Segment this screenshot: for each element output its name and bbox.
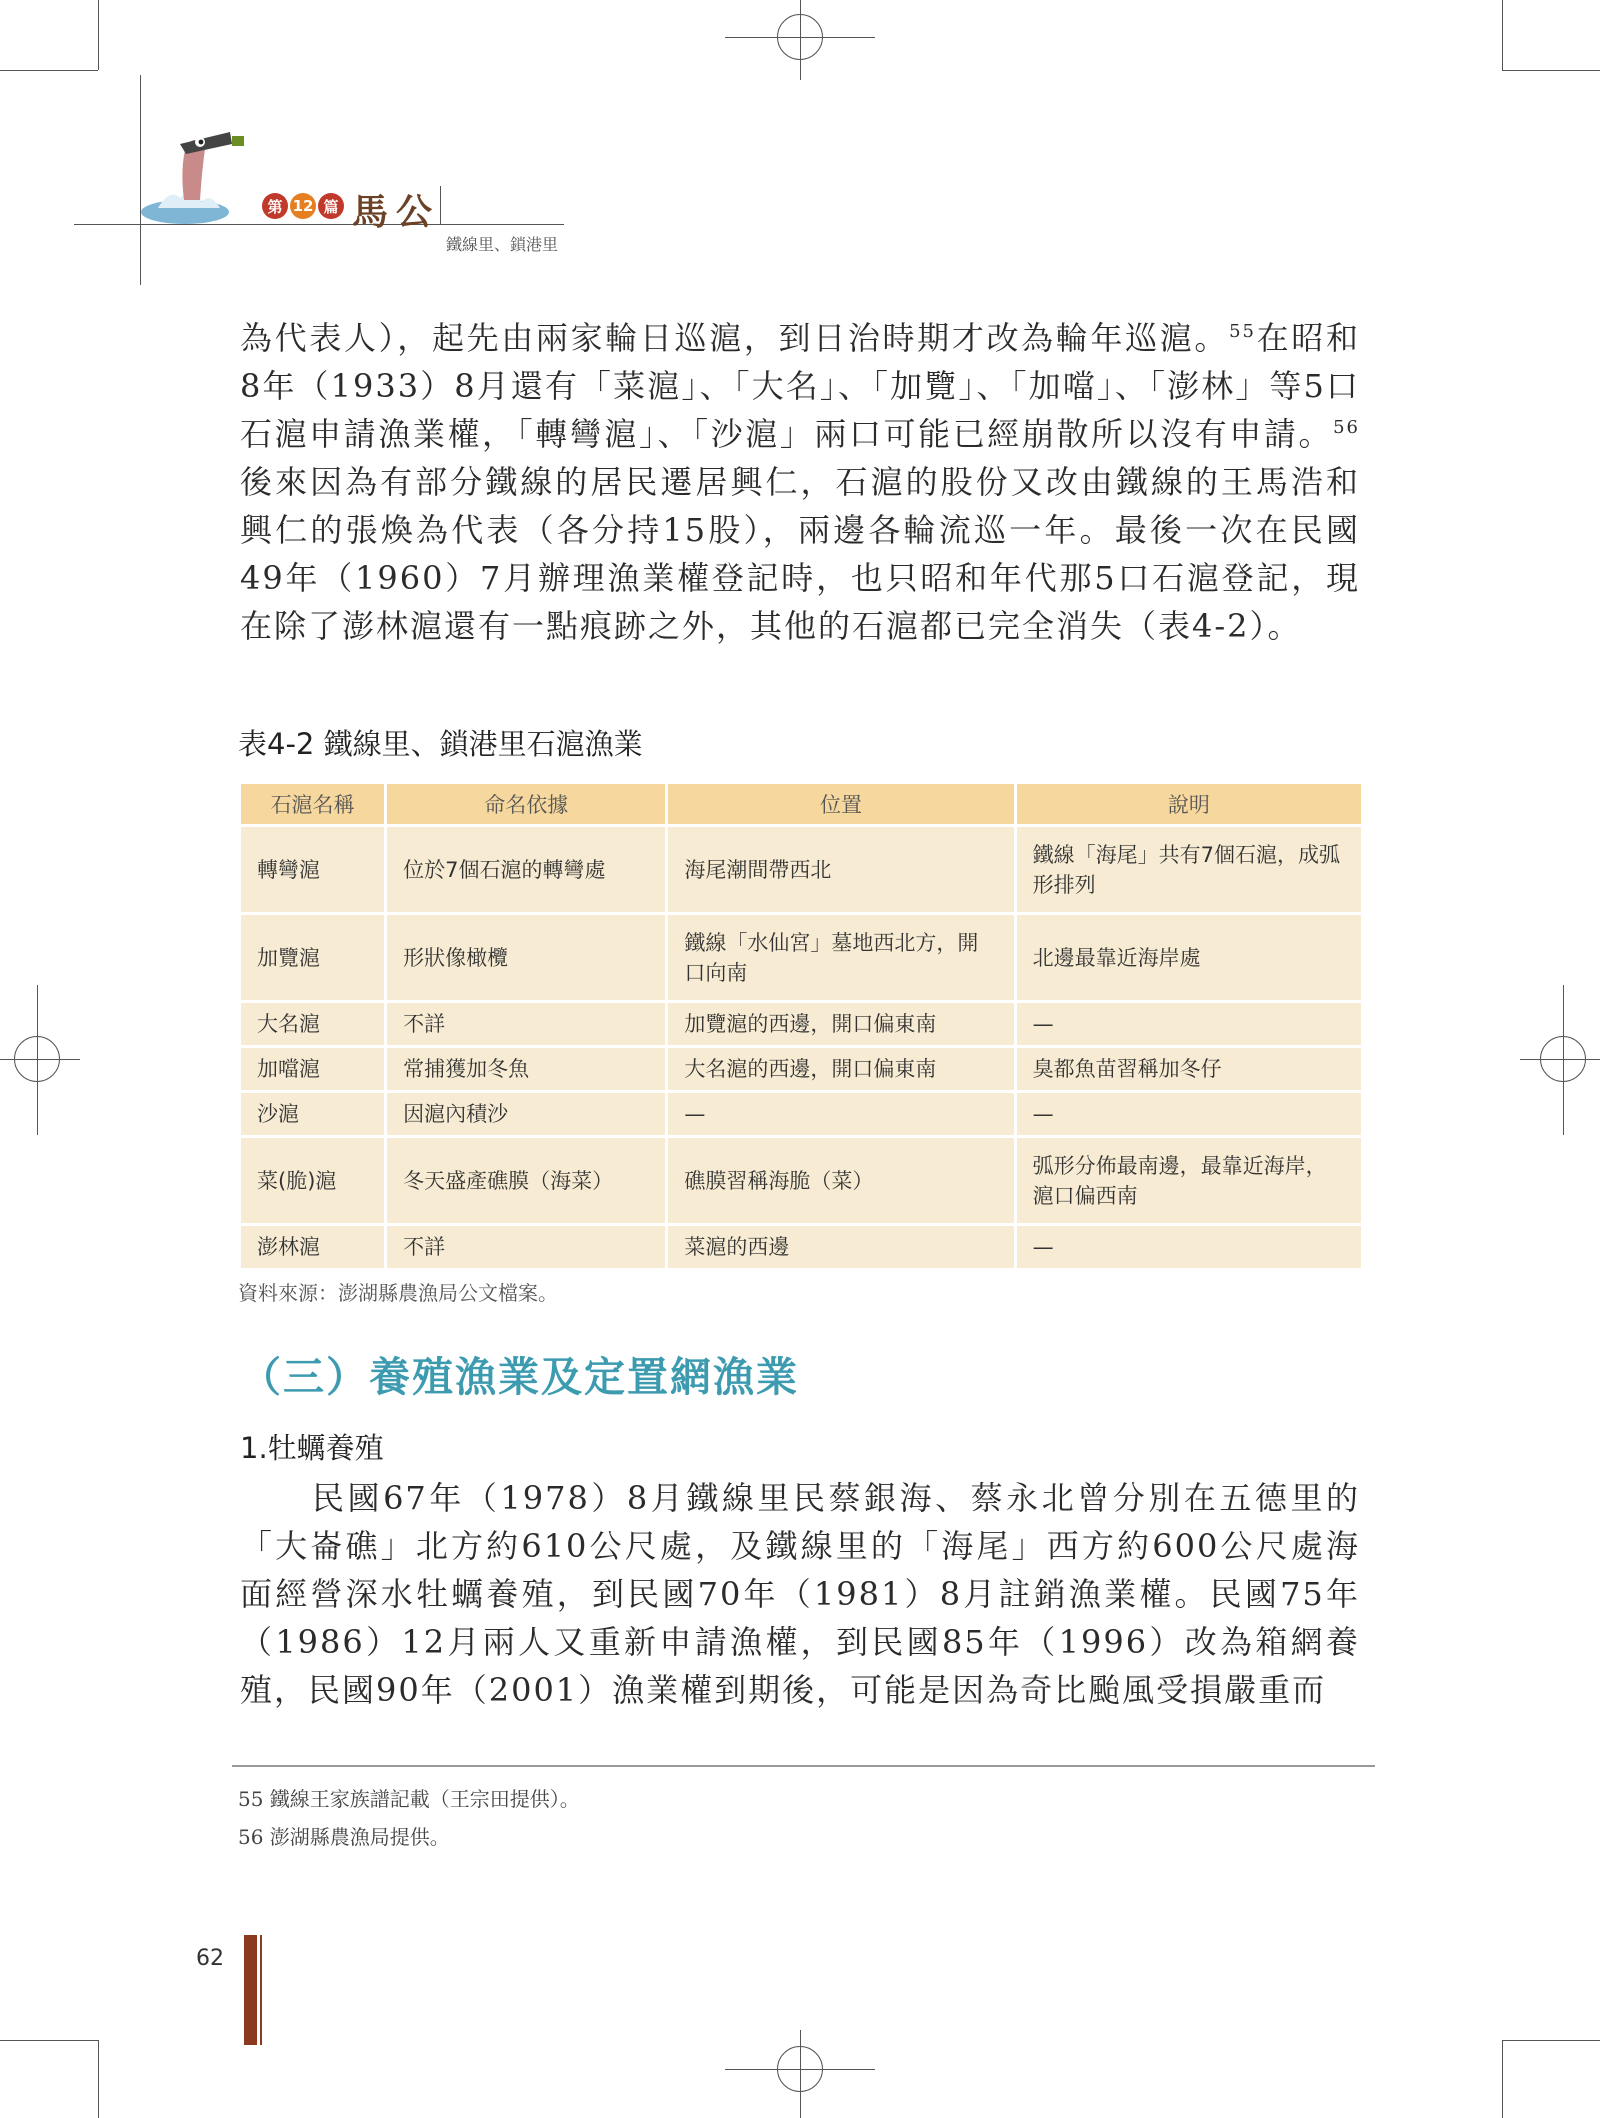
crop-mark [0, 70, 98, 71]
stone-weir-table [238, 781, 1364, 1271]
table-cell: 大名滬 [241, 1003, 384, 1045]
table-row [241, 1226, 1361, 1268]
column-header: 命名依據 [387, 784, 665, 824]
crop-mark [98, 2040, 99, 2118]
table-cell: 因滬內積沙 [387, 1093, 665, 1135]
table-cell: 不詳 [387, 1226, 665, 1268]
table-row [241, 1003, 1361, 1045]
footnote-56: 56 澎湖縣農漁局提供。 [238, 1825, 450, 1849]
crop-mark [98, 0, 99, 70]
paragraph-text: 為代表人），起先由兩家輪日巡滬，到日治時期才改為輪年巡滬。 [240, 319, 1230, 357]
table-cell: — [1017, 1003, 1361, 1045]
chapter-badge [262, 193, 344, 219]
page-number: 62 [196, 1946, 224, 1971]
table-cell: 礁膜習稱海脆（菜） [668, 1138, 1013, 1223]
registration-line [37, 985, 38, 1135]
table-header-row [241, 784, 1361, 824]
table-cell: 沙滬 [241, 1093, 384, 1135]
crop-mark [1502, 2040, 1600, 2041]
crop-mark [1502, 0, 1503, 70]
registration-line [0, 1059, 80, 1060]
table-row [241, 1093, 1361, 1135]
table-cell: 位於7個石滬的轉彎處 [387, 827, 665, 912]
table-title: 表4-2 鐵線里、鎖港里石滬漁業 [238, 727, 643, 761]
crop-mark [0, 2040, 98, 2041]
table-cell: 北邊最靠近海岸處 [1017, 915, 1361, 1000]
table-cell: 冬天盛產礁膜（海菜） [387, 1138, 665, 1223]
table-cell: 菜滬的西邊 [668, 1226, 1013, 1268]
body-paragraph-2: 民國67年（1978）8月鐵線里民蔡銀海、蔡永北曾分別在五德里的「大崙礁」北方約610公尺處，及鐵線里的「海尾」西方約600公尺處海面經營深水牡蠣養殖，到民國70年（1981）8月註銷漁業權。民國75年（1986）12月兩人又重新申請漁權，到民國85年（1996）改為箱網養殖，民國90年（2001）漁業權到期後，可能是因為奇比颱風受損嚴重而 [240, 1479, 1360, 1709]
table-cell: 澎林滬 [241, 1226, 384, 1268]
table-row [241, 1048, 1361, 1090]
table-cell: 鐵線「海尾」共有7個石滬，成弧形排列 [1017, 827, 1361, 912]
chapter-number: 12 [290, 193, 316, 219]
footnote-divider [232, 1765, 1375, 1767]
table-cell: — [1017, 1093, 1361, 1135]
body-paragraph-1 [240, 314, 1360, 650]
table-cell: 鐵線「水仙宮」墓地西北方，開口向南 [668, 915, 1013, 1000]
table-cell: 弧形分佈最南邊，最靠近海岸，滬口偏西南 [1017, 1138, 1361, 1223]
table-row [241, 827, 1361, 912]
table-cell: 常捕獲加冬魚 [387, 1048, 665, 1090]
table-cell: 加覽滬的西邊，開口偏東南 [668, 1003, 1013, 1045]
table-cell: 形狀像橄欖 [387, 915, 665, 1000]
mascot-illustration [140, 128, 250, 224]
table-cell: 大名滬的西邊，開口偏東南 [668, 1048, 1013, 1090]
column-header: 石滬名稱 [241, 784, 384, 824]
paragraph-text: 後來因為有部分鐵線的居民遷居興仁，石滬的股份又改由鐵線的王馬浩和興仁的張煥為代表（各分持15股），兩邊各輪流巡一年。最後一次在民國49年（1960）7月辦理漁業權登記時，也只昭和年代那5口石滬登記，現在除了澎林滬還有一點痕跡之外，其他的石滬都已完全消失（表4-2）。 [240, 463, 1360, 645]
footnote-ref-56: 56 [1333, 417, 1360, 438]
section-heading: （三）養殖漁業及定置網漁業 [240, 1353, 799, 1401]
registration-line [1563, 985, 1564, 1135]
table-source: 資料來源：澎湖縣農漁局公文檔案。 [238, 1281, 558, 1305]
header-horizontal-rule [74, 224, 564, 225]
table-cell: 菜(脆)滬 [241, 1138, 384, 1223]
table-cell: — [668, 1093, 1013, 1135]
footnote-ref-55: 55 [1229, 321, 1256, 342]
footnote-55: 55 鐵線王家族譜記載（王宗田提供）。 [238, 1787, 580, 1811]
table-cell: 臭都魚苗習稱加冬仔 [1017, 1048, 1361, 1090]
crop-mark [1502, 70, 1600, 71]
registration-line [800, 2030, 801, 2118]
table-cell: — [1017, 1226, 1361, 1268]
subsection-heading: 1.牡蠣養殖 [240, 1431, 384, 1465]
page-number-rule [260, 1935, 262, 2045]
chapter-prefix: 第 [262, 193, 288, 219]
table-row [241, 915, 1361, 1000]
column-header: 說明 [1017, 784, 1361, 824]
chapter-suffix: 篇 [318, 193, 344, 219]
header-divider [440, 186, 441, 224]
page-number-bar [244, 1935, 257, 2045]
header-subtitle: 鐵線里、鎖港里 [446, 235, 559, 254]
registration-line [800, 0, 801, 80]
village-name: 馬公 [352, 191, 441, 233]
table-cell: 加覽滬 [241, 915, 384, 1000]
paragraph-text: 在昭和8年（1933）8月還有「菜滬」、「大名」、「加覽」、「加噹」、「澎林」等5口石滬申請漁業權，「轉彎滬」、「沙滬」兩口可能已經崩散所以沒有申請。 [240, 319, 1360, 453]
table-cell: 加噹滬 [241, 1048, 384, 1090]
table-cell: 海尾潮間帶西北 [668, 827, 1013, 912]
column-header: 位置 [668, 784, 1013, 824]
table-row [241, 1138, 1361, 1223]
crop-mark [1502, 2040, 1503, 2118]
registration-line [1520, 1059, 1600, 1060]
table-cell: 轉彎滬 [241, 827, 384, 912]
table-cell: 不詳 [387, 1003, 665, 1045]
